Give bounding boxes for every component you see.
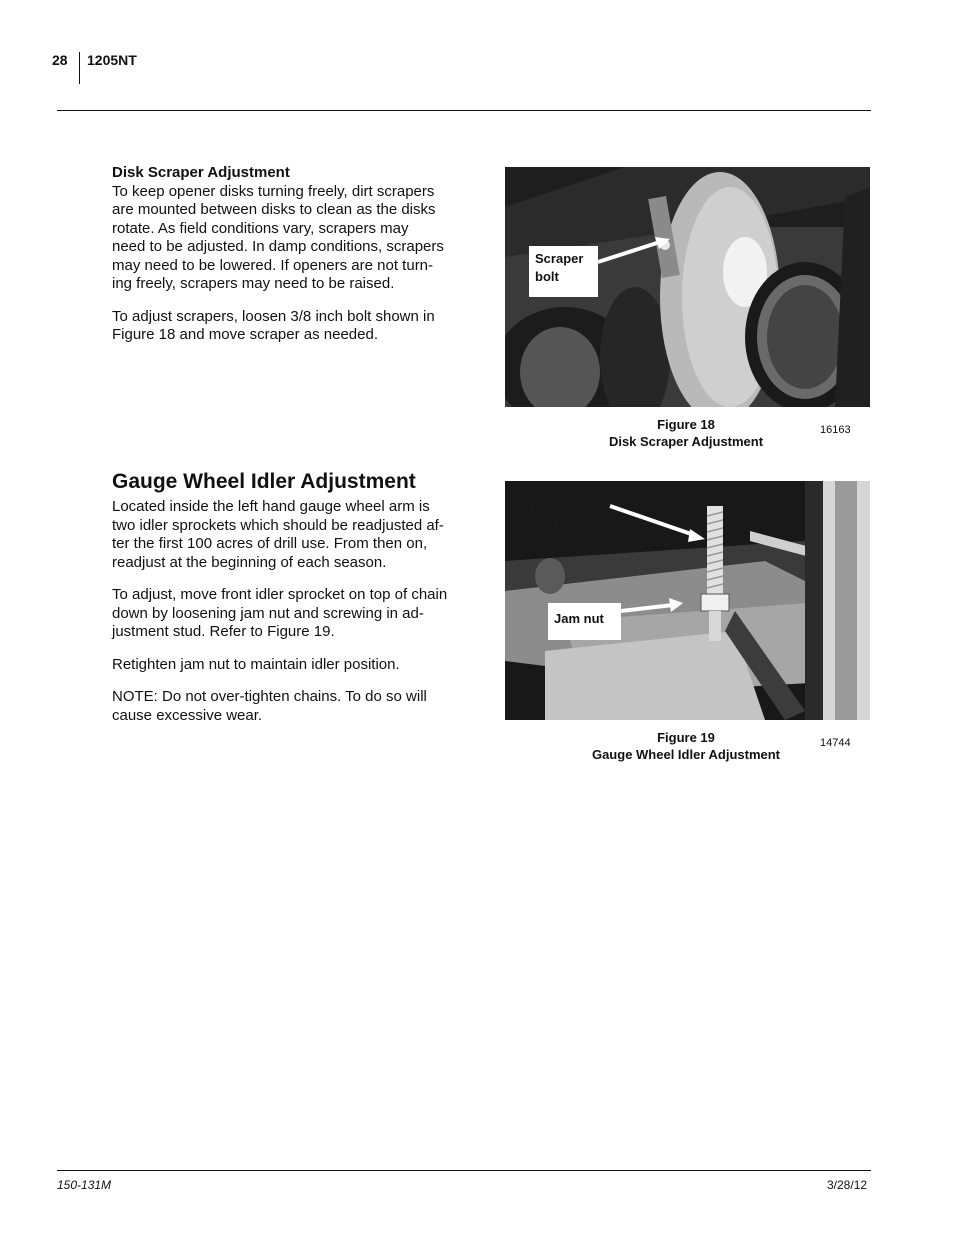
paragraph: To adjust, move front idler sprocket on top of chain down by loosening jam nut and screwing in ad- justment stud. Refer to Figure 19. <box>112 586 448 640</box>
figure-19-photo <box>505 481 870 720</box>
callout-scraper-bolt: Scraper bolt <box>529 246 598 297</box>
paragraph: Retighten jam nut to maintain idler position. <box>112 655 400 673</box>
figure-19-number: 14744 <box>820 737 851 749</box>
section-heading: Disk Scraper Adjustment <box>112 164 290 181</box>
paragraph: Located inside the left hand gauge wheel arm is two idler sprockets which should be readjusted af- ter the first 100 acres of drill use. From then on, readjust at the beginning of each season. <box>112 498 444 571</box>
figure-18-number: 16163 <box>820 424 851 436</box>
figure-18-caption: Figure 18 Disk Scraper Adjustment <box>608 417 764 449</box>
model-name: 1205NT <box>87 52 137 68</box>
callout-jam-nut: Jam nut <box>548 603 621 640</box>
callout-adjustment-stud: Adjustment stud <box>530 499 602 531</box>
page-number: 28 <box>52 52 68 68</box>
header-rule <box>57 110 871 111</box>
figure-18-photo <box>505 167 870 407</box>
section-gauge-wheel <box>112 470 457 725</box>
figure-19-caption: Figure 19 Gauge Wheel Idler Adjustment <box>591 730 781 762</box>
paragraph: To adjust scrapers, loosen 3/8 inch bolt shown in Figure 18 and move scraper as needed. <box>112 307 435 343</box>
note: NOTE: Do not over-tighten chains. To do so will cause excessive wear. <box>112 688 427 724</box>
doc-number: 150-131M <box>57 1178 112 1192</box>
section-disk-scraper <box>112 164 457 345</box>
paragraph: To keep opener disks turning freely, dirt scrapers are mounted between disks to clean as the disks rotate. As field conditions vary, scrapers may need to be adjusted. In damp conditions, scrapers may need to be lowered. If openers are not turn- ing freely, scrapers may need to be raised. <box>112 182 444 292</box>
doc-date: 3/28/12 <box>827 1178 868 1192</box>
footer-rule <box>57 1170 871 1171</box>
header-divider <box>79 52 80 84</box>
section-heading: Gauge Wheel Idler Adjustment <box>112 470 416 493</box>
